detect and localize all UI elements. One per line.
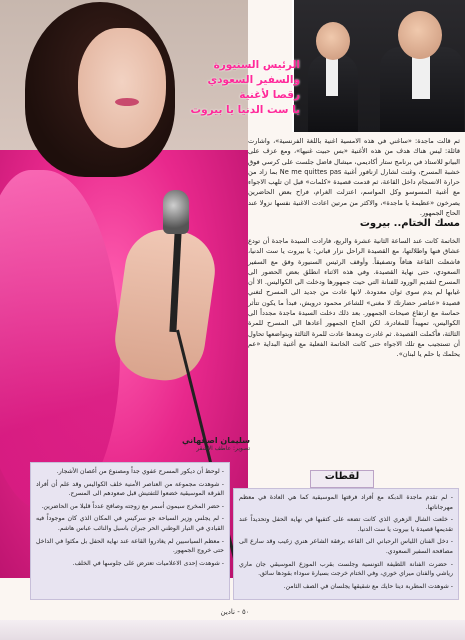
caption-line: يا ست الدنيا يا بيروت — [190, 104, 300, 116]
highlights-box-left — [30, 462, 230, 600]
caption-line: رقصا لأغنية — [239, 89, 300, 101]
footer-bar — [0, 620, 465, 640]
list-item: - خلعت الشال الزهري الذي كانت تضعه على كتفيها في نهاية الحفل وتحديداً عند تقديمها قصيدة يا بيروت يا ست الدنيا. — [239, 516, 453, 533]
highlights-title: لقطات — [310, 470, 374, 488]
dignitaries-photo — [292, 0, 465, 132]
article-body: الخاتمة كانت عند الساعة الثانية عشرة والربع، فارادت السيدة ماجدة أن تودع عشاق فنها واطلالتها، مع القصيدة الراحل نزار قباني: يا بيروت يا ست الدنيا، فاشعلت القاعة هتافاً وتصفيقاً. وأوقف الرئيس السنيورة وفق مع السفير السعودي، حتى نهاية القصيدة. وفي هذه الاثناء انطلق بعض الحضور الى المسرح لتقديم الورود للفنانة التي حيت جمهورها ودخلت الى الكواليس. الا أن غيابها لم يدم سوى ثوان معدودة. لانها عادت من جديد الى المسرح لتغني قصيدة «عناصر حضارتك لا مغنى» للشاعر محمود درويش، فبدأ ما يكون تتأثر حماسة مع ارتفاع صيحات الجمهور. بعد ذلك دخلت السيدة ماجدة مجدداً الى الكواليس، تمهيداً للمغادرة. لكن الحاح الجمهور أعادها الى المسرح للمرة الثالثة، فأكملت القصيدة. ثم غادرت وبعدها عادت للمرة الثالثة وبتواضعها تحاول أن تستجيب مع تلك الاجواء حتى كانت الخاتمة الفعلية مع أغنية البداية «عم يحلمك يا حلم يا لبنان». — [248, 237, 460, 359]
caption-line: والسفير السعودي — [207, 74, 300, 86]
list-item: - حضرت الفنانة اللطيفة التونسية وجلست بقرب الموزع الموسيقي جان ماري رياشي والفنان ميراي خوري، وفي الختام خرجت بسيارة سوداء بقودها سائق. — [239, 560, 453, 578]
list-item: - معظم السياسيين لم يغادروا القاعة عند نهاية الحفل بل مكثوا في الداخل حتى خروج الجمهور. — [36, 537, 224, 555]
photo-caption — [150, 58, 300, 118]
person-right — [374, 5, 464, 132]
list-item: - شوهدت المطربة دينا حايك مع شقيقها يجلسان في الصف الثامن. — [283, 582, 453, 590]
article-subheading: مسك الختام.. بيروت — [359, 218, 460, 229]
list-item: - لوحظ أن ديكور المسرح عفوي جداً ومصنوع من أغصان الأشجار. — [56, 468, 224, 475]
list-item: - لم تقدم ماجدة الدبكة مع أفراد فرقتها الموسيقية كما هي العادة في معظم مهرجاناتها. — [239, 494, 453, 511]
page-footer: ٥٠ - نادين — [220, 608, 250, 616]
list-item: - شوهدت إحدى الاعلاميات تعترض على جلوسها في الخلف. — [72, 559, 224, 567]
list-item: - دخل الفنان اللياس الرحباني الى القاعة برفقة الشاعر هنري زغيب وقد سارع الى مصافحة السفير السعودي. — [239, 538, 453, 555]
photo-credit — [168, 436, 250, 452]
caption-line: الرئيس السنيورة — [213, 59, 300, 71]
photographer: تصوير: عاطف الاشقر — [196, 445, 250, 452]
list-item: - شوهدت مجموعة من العناصر الأمنية خلف الكواليس وقد علم أن أفراد الفرقة الموسيقية خضعوا للتفتيش قبل صعودهم الى المسرح. — [36, 480, 224, 498]
author-name: سليمان اصفهاني — [182, 436, 250, 445]
highlights-box-right — [233, 488, 459, 600]
list-item: - حضر المخرج سيمون أسمر مع زوجته وصافح عدداً قليلا من الحاضرين. — [41, 502, 224, 510]
person-left — [304, 20, 360, 132]
list-item: - لم يجلس وزير السياحة جو سركيس في المكان الذي كان موجوداً فيه القيادي في التيار الوطني الحر جبران باسيل والنائب عباس هاشم. — [36, 515, 224, 532]
article-intro: ثم قالت ماجدة: «ساغني في هذه الامسية اغنية باللغة الفرنسية»، واشارت قائلة: ليس هناك هدف من هذه الأغنية «بس حبيت غنيها»، ومع عزف على البيانو للاستاذ في برنامج ستار أكاديمي، ميشال فاضل جلست على كرسي فوق خشبة المسرح، وغنت لشارل ازنافور أغنية Ne me quittes pas بما زاد من حرارة الانسجام داخل القاعة، ثم قدمت قصيدة «كلمات» قبل ان تلهب الاجواء مع أغنية المسوسو وكل المواسم، اعتزلت الغرام، فراح بعض الحاضرين يصرخون «عظيمة يا ماجدة»، والاكثر من مرتين اعادت الاغنية نفسها نزولا عند الحاج الجمهور. — [248, 137, 460, 218]
lips — [115, 98, 139, 106]
microphone-icon — [163, 190, 189, 234]
